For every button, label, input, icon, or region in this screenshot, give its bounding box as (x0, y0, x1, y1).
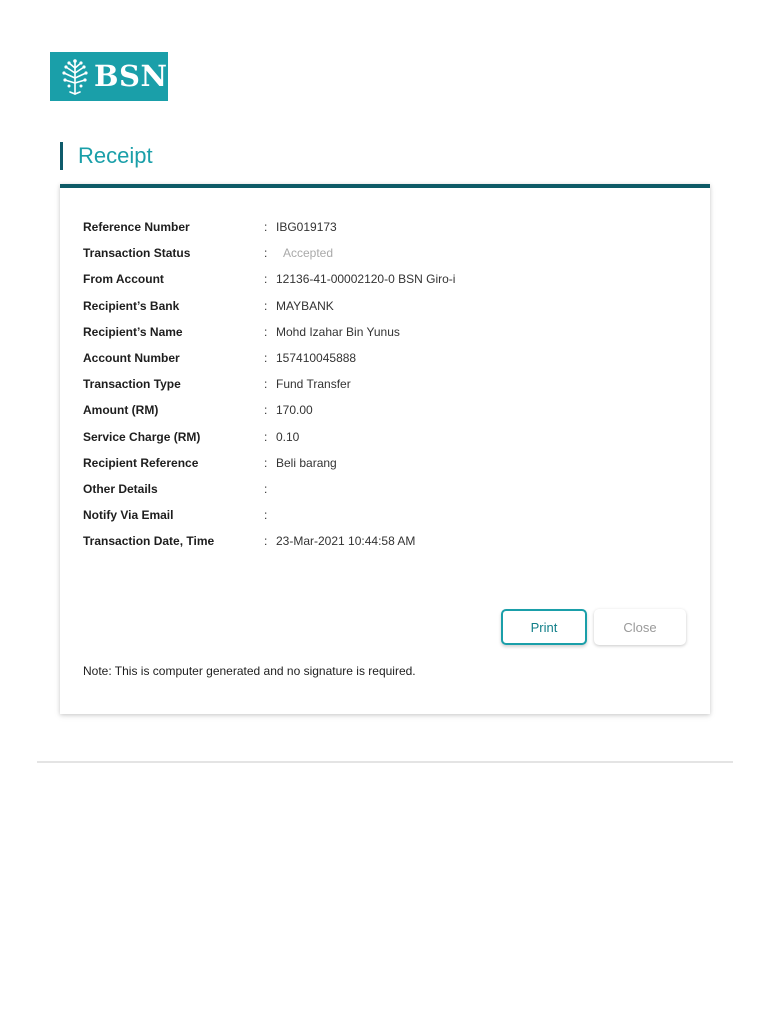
row-separator: : (264, 534, 268, 549)
tree-logo-icon (60, 58, 90, 96)
row-separator: : (264, 377, 268, 392)
row-value: Mohd Izahar Bin Yunus (276, 324, 400, 339)
row-value: 23-Mar-2021 10:44:58 AM (276, 534, 416, 549)
row-transaction-datetime (83, 528, 683, 554)
row-separator: : (264, 403, 268, 418)
row-label: Amount (RM) (83, 403, 159, 418)
row-label: Recipient’s Name (83, 324, 183, 339)
row-service-charge (83, 424, 683, 450)
row-separator: : (264, 508, 268, 523)
row-notify-email (83, 502, 683, 528)
row-label: Account Number (83, 351, 180, 366)
title-accent-bar (60, 142, 63, 170)
row-label: Other Details (83, 481, 158, 496)
logo-text: BSN (94, 59, 168, 93)
bsn-logo (50, 52, 168, 101)
row-separator: : (264, 220, 268, 235)
row-separator: : (264, 429, 268, 444)
row-separator: : (264, 455, 268, 470)
row-value: 12136-41-00002120-0 BSN Giro-i (276, 272, 456, 287)
row-transaction-status (83, 240, 683, 266)
status-value: Accepted (283, 246, 334, 261)
row-value: Fund Transfer (276, 377, 351, 392)
row-from-account (83, 266, 683, 292)
row-value: Beli barang (276, 455, 337, 470)
row-recipient-name (83, 319, 683, 345)
row-value: 0.10 (276, 429, 300, 444)
row-label: Service Charge (RM) (83, 429, 201, 444)
row-account-number (83, 345, 683, 371)
row-separator: : (264, 351, 268, 366)
row-value: IBG019173 (276, 220, 337, 235)
row-reference-number (83, 214, 683, 240)
row-separator: : (264, 246, 268, 261)
row-value: 157410045888 (276, 351, 357, 366)
row-label: Reference Number (83, 220, 190, 235)
row-label: Transaction Date, Time (83, 534, 215, 549)
row-separator: : (264, 324, 268, 339)
close-button[interactable]: Close (594, 609, 686, 645)
page-divider (37, 761, 733, 763)
row-separator: : (264, 481, 268, 496)
disclaimer-note: Note: This is computer generated and no signature is required. (83, 664, 416, 678)
row-separator: : (264, 298, 268, 313)
row-value: 170.00 (276, 403, 313, 418)
row-transaction-type (83, 371, 683, 397)
row-amount (83, 397, 683, 423)
row-label: Transaction Type (83, 377, 181, 392)
row-recipient-reference (83, 450, 683, 476)
print-button[interactable]: Print (501, 609, 587, 645)
row-recipient-bank (83, 293, 683, 319)
row-label: Transaction Status (83, 246, 191, 261)
page-title: Receipt (78, 143, 153, 168)
row-value: MAYBANK (276, 298, 334, 313)
row-label: Notify Via Email (83, 508, 174, 523)
receipt-card (60, 184, 710, 714)
row-label: From Account (83, 272, 164, 287)
row-label: Recipient’s Bank (83, 298, 180, 313)
receipt-details (83, 214, 683, 554)
row-other-details (83, 476, 683, 502)
row-label: Recipient Reference (83, 455, 199, 470)
row-separator: : (264, 272, 268, 287)
